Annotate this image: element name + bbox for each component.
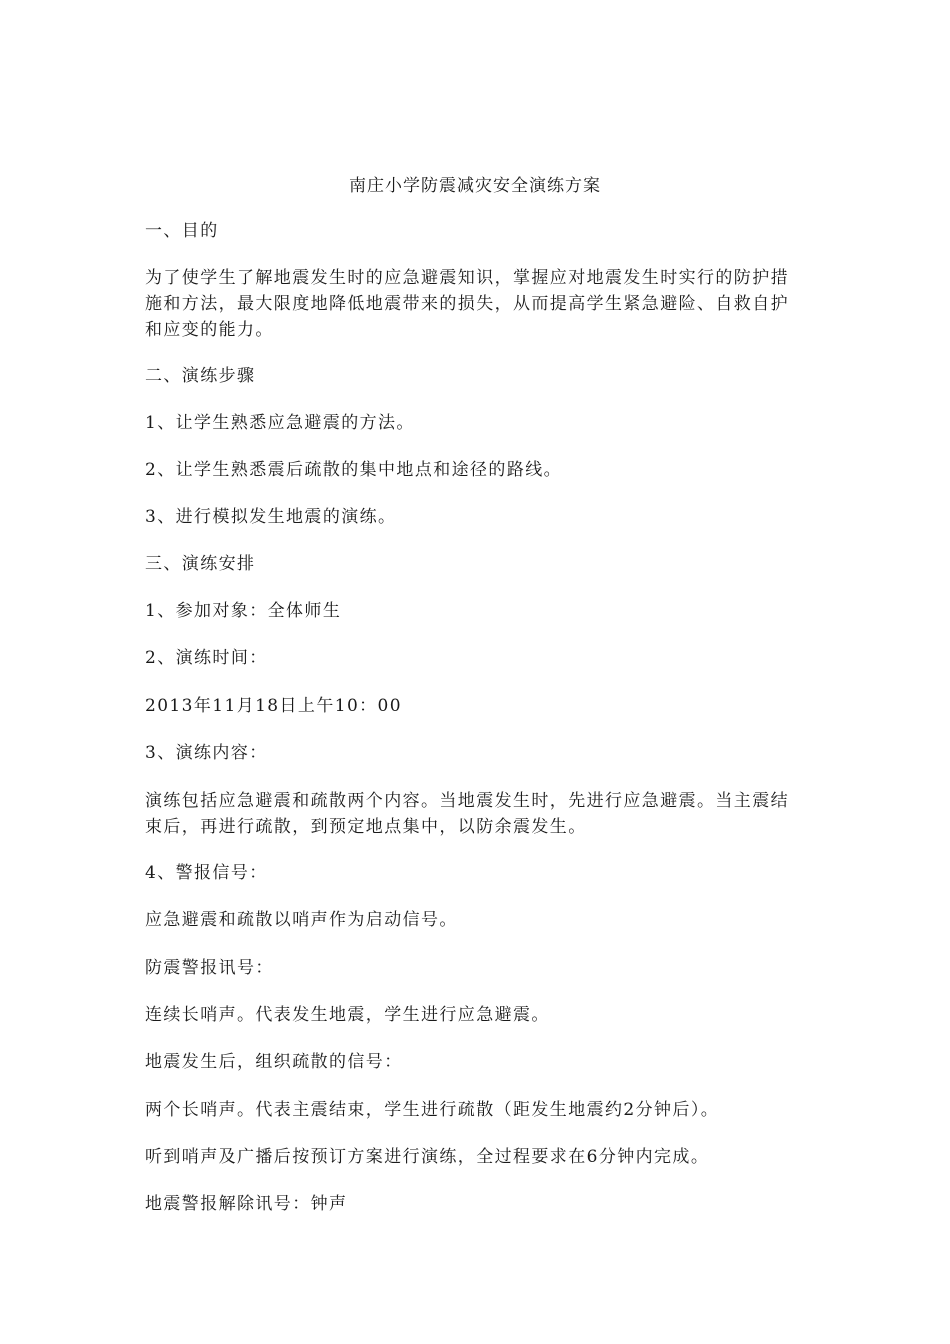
list-item-step-1: 1、让学生熟悉应急避震的方法。 [145,413,415,433]
list-item-step-2: 2、让学生熟悉震后疏散的集中地点和途径的路线。 [145,460,563,480]
section-heading-steps: 二、演练步骤 [145,366,256,386]
paragraph-drill-content: 演练包括应急避震和疏散两个内容。当地震发生时，先进行应急避震。当主震结束后，再进行疏散，到预定地点集中，以防余震发生。 [145,791,789,837]
paragraph-alarm-label: 防震警报讯号： [145,958,274,978]
paragraph-completion-requirement: 听到哨声及广播后按预订方案进行演练，全过程要求在6分钟内完成。 [145,1147,710,1167]
list-item-alarm-signal: 4、警报信号： [145,863,268,883]
paragraph-release-signal: 地震警报解除讯号：钟声 [145,1194,348,1214]
paragraph-evacuation-description: 两个长哨声。代表主震结束，学生进行疏散（距发生地震约2分钟后）。 [145,1100,720,1120]
paragraph-drill-date: 2013年11月18日上午10：00 [145,696,402,716]
list-item-step-3: 3、进行模拟发生地震的演练。 [145,507,397,527]
paragraph-purpose: 为了使学生了解地震发生时的应急避震知识，掌握应对地震发生时实行的防护措施和方法，最大限度地降低地震带来的损失，从而提高学生紧急避险、自救自护和应变的能力。 [145,268,789,340]
paragraph-start-signal: 应急避震和疏散以哨声作为启动信号。 [145,910,458,930]
list-item-drill-content: 3、演练内容： [145,743,268,763]
section-heading-purpose: 一、目的 [145,221,219,241]
document-title: 南庄小学防震减灾安全演练方案 [349,176,601,196]
list-item-participants: 1、参加对象：全体师生 [145,601,342,621]
section-heading-arrangement: 三、演练安排 [145,554,256,574]
list-item-drill-time: 2、演练时间： [145,648,268,668]
paragraph-evacuation-label: 地震发生后，组织疏散的信号： [145,1052,403,1072]
paragraph-alarm-description: 连续长哨声。代表发生地震，学生进行应急避震。 [145,1005,550,1025]
